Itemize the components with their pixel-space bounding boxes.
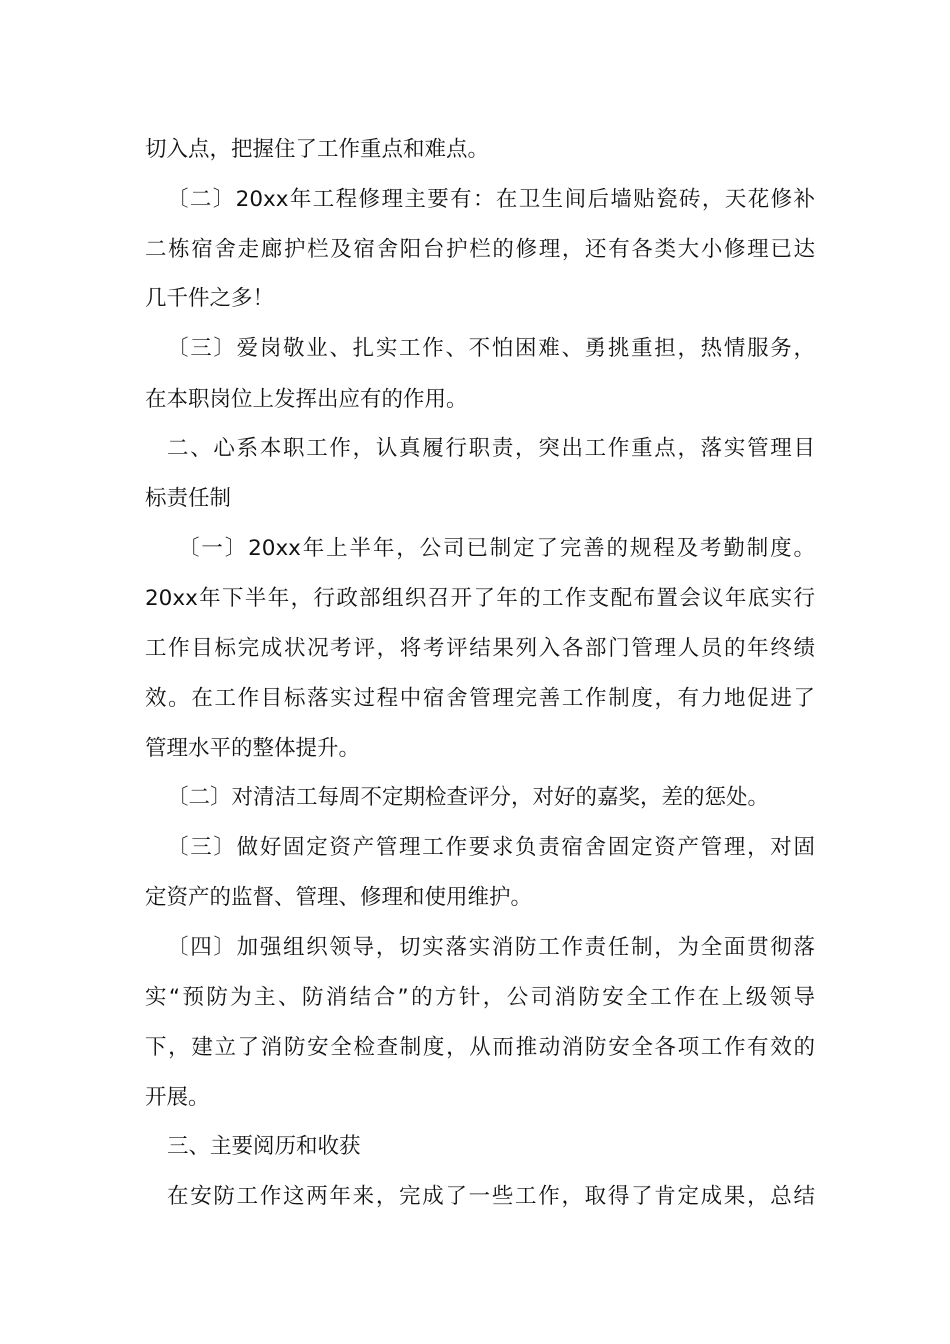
paragraph-line: 在安防工作这两年来，完成了一些工作，取得了肯定成果，总结 bbox=[167, 1184, 815, 1209]
paragraph-line: 〔一〕20xx年上半年，公司已制定了完善的规程及考勤制度。 bbox=[178, 536, 815, 561]
paragraph-line: 〔四〕加强组织领导，切实落实消防工作责任制，为全面贯彻落 bbox=[167, 935, 815, 960]
paragraph-line: 管理水平的整体提升。 bbox=[145, 736, 361, 761]
paragraph-line: 开展。 bbox=[145, 1085, 210, 1110]
paragraph-line: 效。在工作目标落实过程中宿舍管理完善工作制度，有力地促进了 bbox=[145, 686, 815, 711]
paragraph-line: 〔二〕20xx年工程修理主要有：在卫生间后墙贴瓷砖，天花修补 bbox=[167, 187, 815, 212]
paragraph-line: 在本职岗位上发挥出应有的作用。 bbox=[145, 387, 468, 412]
paragraph-line: 下，建立了消防安全检查制度，从而推动消防安全各项工作有效的 bbox=[145, 1035, 815, 1060]
paragraph-line: 切入点，把握住了工作重点和难点。 bbox=[145, 137, 490, 162]
paragraph-line: 定资产的监督、管理、修理和使用维护。 bbox=[145, 885, 533, 910]
paragraph-line: 〔二〕对清洁工每周不定期检查评分，对好的嘉奖，差的惩处。 bbox=[167, 785, 770, 810]
paragraph-line: 〔三〕爱岗敬业、扎实工作、不怕困难、勇挑重担，热情服务， bbox=[167, 336, 815, 361]
paragraph-line: 20xx年下半年，行政部组织召开了年的工作支配布置会议年底实行 bbox=[145, 586, 815, 611]
section-heading-line: 三、主要阅历和收获 bbox=[167, 1134, 361, 1159]
paragraph-line: 几千件之多！ bbox=[145, 286, 275, 311]
paragraph-line: 实“预防为主、防消结合”的方针，公司消防安全工作在上级领导 bbox=[145, 985, 815, 1010]
section-heading-line: 二、心系本职工作，认真履行职责，突出工作重点，落实管理目 bbox=[167, 436, 815, 461]
section-heading-line: 标责任制 bbox=[145, 486, 232, 511]
paragraph-line: 〔三〕做好固定资产管理工作要求负责宿舍固定资产管理，对固 bbox=[167, 835, 815, 860]
paragraph-line: 二栋宿舍走廊护栏及宿舍阳台护栏的修理，还有各类大小修理已达 bbox=[145, 237, 815, 262]
paragraph-line: 工作目标完成状况考评，将考评结果列入各部门管理人员的年终绩 bbox=[145, 636, 815, 661]
